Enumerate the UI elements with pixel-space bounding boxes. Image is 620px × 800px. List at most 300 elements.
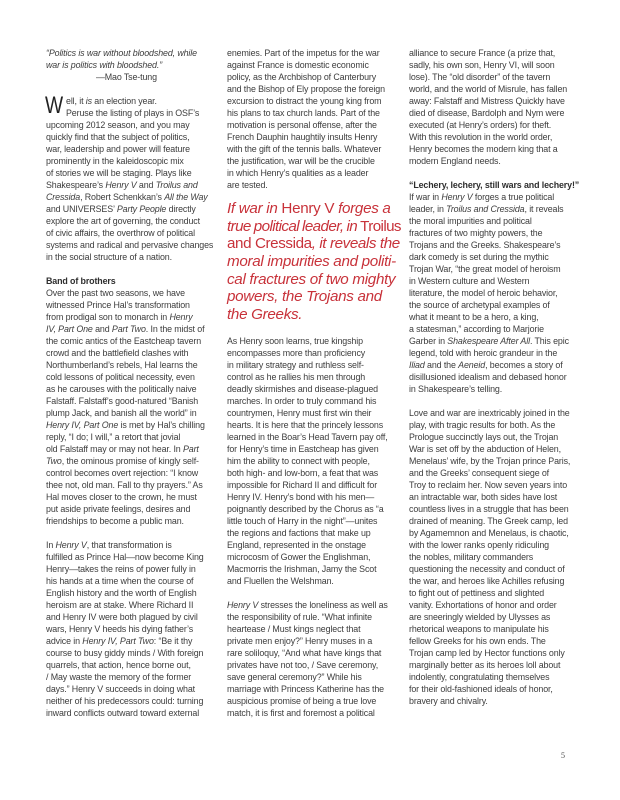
text-run: to fight out of pettiness and slighted bbox=[409, 588, 545, 598]
text-run: Trojans and the Greeks. Shakespeare’s bbox=[409, 240, 561, 250]
text-line bbox=[409, 431, 558, 443]
text-line bbox=[409, 83, 567, 95]
text-line bbox=[46, 347, 188, 359]
text-run: Troilus and Cressida bbox=[446, 204, 525, 214]
text-line bbox=[227, 683, 384, 695]
text-run: Henry IV, Part Two bbox=[82, 636, 154, 646]
text-run: poignantly described by the Chorus as “a bbox=[227, 504, 384, 514]
text-line bbox=[46, 167, 192, 179]
text-run: old Falstaff may or may not hear. In bbox=[46, 444, 183, 454]
text-line bbox=[46, 371, 195, 383]
text-run: in which Henry’s qualities as a leader bbox=[227, 168, 369, 178]
text-line bbox=[46, 683, 195, 695]
text-run: bravery and chivalry. bbox=[409, 696, 488, 706]
text-line bbox=[227, 119, 377, 131]
text-run: by Agamemnon and Menelaus, is chaotic, bbox=[409, 528, 569, 538]
text-run: Troy to reclaim her. Now seven years into bbox=[409, 480, 568, 490]
text-run: in Western culture and Western bbox=[409, 276, 530, 286]
text-run: auspicious promise of being a true love bbox=[227, 696, 377, 706]
text-run: world, and the world of Misrule, has fallen bbox=[409, 84, 568, 94]
text-line bbox=[46, 419, 205, 431]
text-line bbox=[227, 131, 377, 143]
text-line bbox=[409, 479, 567, 491]
text-line bbox=[227, 371, 365, 383]
text-line bbox=[46, 467, 198, 479]
text-run: are tested. bbox=[227, 180, 268, 190]
text-run: and the Bishop of Ely propose the foreign bbox=[227, 84, 385, 94]
text-run: Part Two bbox=[111, 324, 146, 334]
text-line bbox=[227, 479, 377, 491]
text-run: drained of meaning. The Greek camp, led bbox=[409, 516, 568, 526]
text-run: “Lechery, lechery, still wars and lechery!” bbox=[409, 180, 580, 190]
text-line bbox=[46, 227, 195, 239]
text-line bbox=[46, 311, 193, 323]
text-run: marches. In order to truly command his bbox=[227, 396, 377, 406]
text-run: explore the art of governing, the conduct bbox=[46, 216, 200, 226]
text-run: the moral impurities and political bbox=[409, 216, 532, 226]
text-line bbox=[409, 539, 549, 551]
text-run: control as he rallies his men through bbox=[227, 372, 366, 382]
text-line bbox=[46, 287, 185, 299]
text-run: and bbox=[136, 180, 156, 190]
text-run: Henry V bbox=[55, 540, 87, 550]
text-line bbox=[227, 218, 401, 236]
text-run: friendships to become a public man. bbox=[46, 516, 184, 526]
text-run: . This epic bbox=[529, 336, 569, 346]
text-line bbox=[227, 306, 302, 324]
text-line bbox=[227, 167, 368, 179]
text-run: encompasses more than proficiency bbox=[227, 348, 366, 358]
text-run: Henry V bbox=[227, 600, 259, 610]
text-run: both high- and low-born, a feat that was bbox=[227, 468, 379, 478]
text-run: privates have not too, / Save ceremony, bbox=[227, 660, 379, 670]
text-run: War is set off by the abduction of Helen, bbox=[409, 444, 561, 454]
text-run: true political leader, in bbox=[227, 217, 361, 235]
text-line bbox=[227, 659, 378, 671]
text-run: leader, in bbox=[409, 204, 447, 214]
text-line bbox=[227, 235, 400, 253]
text-run: quarrels, that action, hence borne out, bbox=[46, 660, 191, 670]
text-run: English history and the worth of English bbox=[46, 588, 197, 598]
text-line bbox=[46, 335, 201, 347]
text-run: with the lower ranks openly ridiculing bbox=[409, 540, 549, 550]
text-run: quickly find that the subject of politics, bbox=[46, 132, 190, 142]
text-run: —Mao Tse-tung bbox=[96, 72, 157, 82]
text-line bbox=[227, 551, 370, 563]
text-run: for their old-fashioned ideals of honor, bbox=[409, 684, 553, 694]
text-run: thee not, old man. Fall to thy prayers.” As bbox=[46, 480, 203, 490]
text-run: and bbox=[92, 324, 112, 334]
text-run: marriage with Princess Katherine has the bbox=[227, 684, 384, 694]
text-line bbox=[46, 203, 196, 215]
text-line bbox=[46, 119, 190, 131]
text-run: Shakespeare’s bbox=[46, 180, 106, 190]
text-run: save general ceremony?” While his bbox=[227, 672, 362, 682]
text-run: heartease / Must kings neglect that bbox=[227, 624, 361, 634]
text-run: Macmorris the Irishman, Jamy the Scot bbox=[227, 564, 377, 574]
page-number: 5 bbox=[561, 751, 565, 760]
text-run: and the Greeks’ consequent siege of bbox=[409, 468, 550, 478]
text-line bbox=[46, 671, 191, 683]
text-run: Love and war are inextricably joined in the bbox=[409, 408, 570, 418]
text-run: his plans to tax church lands. Part of the bbox=[227, 108, 380, 118]
text-line bbox=[227, 575, 334, 587]
text-line bbox=[227, 671, 362, 683]
text-run: Prologue succinctly lays out, the Trojan bbox=[409, 432, 559, 442]
text-run: the responsibility of rule. “What infinite bbox=[227, 612, 372, 622]
text-run: plump Jack, and banish all the world” in bbox=[46, 408, 197, 418]
text-run: Troilus and bbox=[155, 180, 198, 190]
text-run: war is politics with bloodshed.” bbox=[46, 60, 163, 70]
text-run: days.” Henry V succeeds in doing what bbox=[46, 684, 195, 694]
text-run: the source of archetypal examples of bbox=[409, 300, 550, 310]
text-line bbox=[227, 143, 381, 155]
text-run: put aside private feelings, desires and bbox=[46, 504, 191, 514]
text-run: inward conflicts outward toward external bbox=[46, 708, 200, 718]
text-run: Trojan camp led by Hector functions only bbox=[409, 648, 565, 658]
text-run: England, represented in the onstage bbox=[227, 540, 366, 550]
text-run: motivation is personal offense, after the bbox=[227, 120, 377, 130]
text-run: and the bbox=[424, 360, 459, 370]
text-run: died of disease, Bardolph and Nym were bbox=[409, 108, 565, 118]
text-line bbox=[409, 407, 570, 419]
text-run: and UNIVERSES’ bbox=[46, 204, 117, 214]
text-run: fulfilled as Prince Hal—now become King bbox=[46, 552, 204, 562]
text-line bbox=[409, 695, 488, 707]
text-line bbox=[46, 659, 191, 671]
text-line bbox=[227, 383, 378, 395]
text-run: match, it is first and foremost a political bbox=[227, 708, 375, 718]
text-line bbox=[409, 299, 550, 311]
text-run: Henry V bbox=[105, 180, 137, 190]
text-line bbox=[409, 443, 561, 455]
text-run: of civic affairs, the overthrow of political bbox=[46, 228, 195, 238]
text-line bbox=[46, 275, 116, 287]
text-run: Henry IV, Part One bbox=[46, 420, 119, 430]
text-run: questioning the necessity and conduct of bbox=[409, 564, 565, 574]
text-line bbox=[46, 59, 162, 71]
text-run: enemies. Part of the impetus for the war bbox=[227, 48, 380, 58]
text-line bbox=[46, 515, 184, 527]
text-line bbox=[409, 575, 564, 587]
text-run: directly bbox=[166, 204, 196, 214]
text-run: Henry bbox=[169, 312, 193, 322]
pull-quote bbox=[227, 200, 405, 324]
text-run: rhetorical weapons to manipulate his bbox=[409, 624, 549, 634]
text-run: legend, told with heroic grandeur in the bbox=[409, 348, 558, 358]
text-line bbox=[409, 599, 557, 611]
text-line bbox=[409, 107, 564, 119]
text-run: and Fluellen the Welshman. bbox=[227, 576, 334, 586]
text-line bbox=[46, 563, 196, 575]
text-line bbox=[409, 227, 542, 239]
text-line bbox=[409, 587, 544, 599]
text-line bbox=[46, 647, 203, 659]
text-line bbox=[409, 71, 550, 83]
body-text bbox=[46, 47, 224, 719]
text-run: Falstaff. Falstaff’s good-natured “Banish bbox=[46, 396, 199, 406]
text-run: IV, Part One bbox=[46, 324, 93, 334]
text-line bbox=[46, 635, 192, 647]
text-run: / May waste the memory of the former bbox=[46, 672, 192, 682]
text-run: Northumberland’s rebels, Hal learns the bbox=[46, 360, 198, 370]
text-line bbox=[409, 311, 539, 323]
text-line bbox=[46, 443, 199, 455]
text-run: modern England needs. bbox=[409, 156, 501, 166]
text-line bbox=[46, 155, 184, 167]
text-run: with the gift of the tennis balls. Whatever bbox=[227, 144, 382, 154]
text-run: fellow Greeks for his own ends. The bbox=[409, 636, 546, 646]
text-run: in the social structure of a nation. bbox=[46, 252, 172, 262]
text-line bbox=[46, 407, 197, 419]
text-run: Hal moves closer to the crown, he must bbox=[46, 492, 197, 502]
text-run: rare soliloquy, “And what have kings that bbox=[227, 648, 382, 658]
text-line bbox=[227, 539, 366, 551]
text-line bbox=[409, 671, 549, 683]
text-line bbox=[46, 191, 208, 203]
text-line bbox=[409, 179, 579, 191]
text-run: the justification, war will be the crucible bbox=[227, 156, 375, 166]
text-line bbox=[409, 47, 555, 59]
text-run: reply, “I do; I will,” a retort that jovial bbox=[46, 432, 181, 442]
text-run: lose). The “old disorder” of the tavern bbox=[409, 72, 551, 82]
text-line bbox=[227, 611, 372, 623]
text-run: disillusioned idealism and debased honor bbox=[409, 372, 567, 382]
text-run: , becomes a story of bbox=[485, 360, 563, 370]
text-line bbox=[227, 107, 380, 119]
text-run: , that transformation is bbox=[86, 540, 172, 550]
text-run: If war in bbox=[409, 192, 442, 202]
text-line bbox=[409, 527, 569, 539]
text-run: Henry V bbox=[441, 192, 473, 202]
text-run: Cressida bbox=[46, 192, 81, 202]
text-line bbox=[409, 95, 565, 107]
text-run: sadly, his own son, Henry VI, will soon bbox=[409, 60, 555, 70]
text-run: Henry V bbox=[281, 200, 339, 217]
text-line bbox=[409, 515, 568, 527]
text-line bbox=[227, 599, 388, 611]
text-run: wars, Henry V heeds his dying father’s bbox=[46, 624, 194, 634]
text-line bbox=[409, 383, 502, 395]
text-run: Henry becomes the modern king that a bbox=[409, 144, 558, 154]
text-line bbox=[227, 695, 376, 707]
text-run: control becomes overt rejection: “I know bbox=[46, 468, 199, 478]
text-line bbox=[227, 179, 268, 191]
text-line bbox=[46, 623, 193, 635]
text-run: Band of brothers bbox=[46, 276, 116, 286]
text-line bbox=[46, 131, 189, 143]
text-line bbox=[409, 419, 555, 431]
text-line bbox=[227, 395, 376, 407]
text-line bbox=[227, 47, 380, 59]
text-run: is met by Hal’s chilling bbox=[118, 420, 205, 430]
text-run: dark comedy is set during the mythic bbox=[409, 252, 549, 262]
text-line bbox=[227, 335, 363, 347]
text-line bbox=[409, 263, 561, 275]
text-run: countrymen, Henry must first win their bbox=[227, 408, 372, 418]
text-run: stresses the loneliness as well as bbox=[258, 600, 388, 610]
text-run: for Henry’s time in Eastcheap has given bbox=[227, 444, 379, 454]
text-run: vanity. Exhortations of honor and order bbox=[409, 600, 557, 610]
text-line bbox=[409, 191, 554, 203]
text-run: an election year. bbox=[91, 96, 157, 106]
text-line bbox=[227, 407, 371, 419]
text-run: With this revolution in the world order, bbox=[409, 132, 553, 142]
text-run: play, with tragic results for both. As the bbox=[409, 420, 556, 430]
text-line bbox=[46, 215, 200, 227]
text-line bbox=[46, 395, 198, 407]
text-line bbox=[46, 299, 190, 311]
text-run: advice in bbox=[46, 636, 83, 646]
text-run: Peruse the listing of plays in OSF’s bbox=[66, 108, 200, 118]
text-line bbox=[227, 200, 391, 218]
text-run: an intractable war, both sides have lost bbox=[409, 492, 558, 502]
text-line bbox=[46, 539, 172, 551]
text-line bbox=[227, 563, 376, 575]
text-line bbox=[46, 551, 204, 563]
text-line bbox=[409, 647, 565, 659]
text-run: heroism are at stake. Where Richard II bbox=[46, 600, 194, 610]
text-line bbox=[46, 479, 203, 491]
text-run: executed (at Henry’s orders) for theft. bbox=[409, 120, 552, 130]
text-line bbox=[409, 215, 532, 227]
text-run: All the Way bbox=[164, 192, 208, 202]
text-line bbox=[227, 647, 381, 659]
text-run: are sneeringly wielded by Ulysses as bbox=[409, 612, 551, 622]
text-run: ell, it bbox=[66, 96, 86, 106]
text-line bbox=[409, 467, 549, 479]
text-line bbox=[46, 491, 197, 503]
text-run: cal fractures of two mighty bbox=[227, 270, 396, 288]
text-line bbox=[409, 131, 552, 143]
text-run: against France is domestic economic bbox=[227, 60, 369, 70]
text-run: systems and radical and pervasive changes bbox=[46, 240, 214, 250]
text-run: Trojan War, “the great model of heroism bbox=[409, 264, 561, 274]
text-run: a statesman,” according to Marjorie bbox=[409, 324, 544, 334]
text-run: In bbox=[46, 540, 56, 550]
text-line bbox=[409, 611, 550, 623]
text-line bbox=[46, 179, 198, 191]
text-run: moral impurities and politi- bbox=[227, 253, 396, 271]
text-line bbox=[227, 431, 388, 443]
text-run: impossible for Richard II and difficult for bbox=[227, 480, 378, 490]
text-run: witnessed Prince Hal’s transformation bbox=[46, 300, 190, 310]
text-run: , it reveals the bbox=[311, 235, 400, 253]
text-line bbox=[227, 527, 371, 539]
text-line bbox=[409, 635, 546, 647]
text-run: private men enjoy?” Henry muses in a bbox=[227, 636, 373, 646]
text-run: Garber in bbox=[409, 336, 448, 346]
text-run: upcoming 2012 season, and you may bbox=[46, 120, 190, 130]
text-run: forges a true political bbox=[472, 192, 555, 202]
text-run: in Shakespeare’s telling. bbox=[409, 384, 503, 394]
text-run: Part bbox=[182, 444, 199, 454]
text-run: war, leadership and power will feature bbox=[46, 144, 190, 154]
text-line bbox=[409, 347, 557, 359]
text-line bbox=[227, 155, 375, 167]
text-line bbox=[46, 455, 199, 467]
text-line bbox=[46, 503, 190, 515]
text-line bbox=[409, 491, 557, 503]
text-run: the nobles, military commanders bbox=[409, 552, 534, 562]
text-run: learned in the Boar’s Head Tavern pay off, bbox=[227, 432, 388, 442]
text-run: deadly skirmishes and disease-plagued bbox=[227, 384, 378, 394]
text-line bbox=[46, 107, 199, 119]
text-run: Shakespeare After All bbox=[447, 336, 530, 346]
text-run: him the ability to connect with people, bbox=[227, 456, 370, 466]
text-line bbox=[227, 515, 377, 527]
text-line bbox=[227, 271, 395, 289]
text-run: Over the past two seasons, we have bbox=[46, 288, 185, 298]
text-run: and Henry IV were both plagued by civil bbox=[46, 612, 198, 622]
text-line bbox=[227, 359, 364, 371]
text-line bbox=[227, 467, 378, 479]
text-run: : “Be it thy bbox=[153, 636, 193, 646]
text-run: the regions and factions that make up bbox=[227, 528, 371, 538]
text-line bbox=[227, 253, 396, 271]
body-text bbox=[227, 335, 405, 719]
text-line bbox=[46, 695, 203, 707]
text-run: Iliad bbox=[409, 360, 425, 370]
text-line bbox=[409, 659, 560, 671]
text-run: neither of his predecessors could: turning bbox=[46, 696, 204, 706]
text-line bbox=[227, 503, 384, 515]
text-run: Party People bbox=[116, 204, 167, 214]
text-line bbox=[227, 443, 379, 455]
text-line bbox=[227, 288, 382, 306]
text-line bbox=[409, 287, 558, 299]
text-run: alliance to secure France (a prize that, bbox=[409, 48, 556, 58]
text-line bbox=[409, 203, 564, 215]
text-run: what it meant to be a hero, a king, bbox=[409, 312, 539, 322]
text-line bbox=[409, 563, 565, 575]
text-run: forges a bbox=[338, 200, 391, 217]
text-line bbox=[46, 251, 172, 263]
text-run: “Politics is war without bloodshed, while bbox=[46, 48, 197, 58]
text-run: from prodigal son to monarch in bbox=[46, 312, 170, 322]
text-line bbox=[227, 419, 383, 431]
text-run: Menelaus’ wife, by the Trojan prince Paris, bbox=[409, 456, 571, 466]
text-line bbox=[227, 635, 372, 647]
text-run: is bbox=[85, 96, 92, 106]
text-line bbox=[409, 251, 549, 263]
text-line bbox=[227, 623, 360, 635]
text-line bbox=[46, 575, 193, 587]
text-line bbox=[409, 323, 544, 335]
text-line bbox=[46, 71, 157, 83]
text-line bbox=[46, 383, 196, 395]
text-line bbox=[409, 155, 501, 167]
text-line bbox=[409, 503, 569, 515]
text-run: as he carouses with the politically naive bbox=[46, 384, 197, 394]
text-run: his hands at a time when the course of bbox=[46, 576, 194, 586]
text-run: excursion to distract the young king from bbox=[227, 96, 382, 106]
text-line bbox=[227, 95, 381, 107]
text-line bbox=[227, 83, 385, 95]
text-run: powers, the Trojans and bbox=[227, 288, 382, 306]
text-line bbox=[46, 431, 180, 443]
text-line bbox=[227, 347, 365, 359]
text-run: , Robert Schenkkan’s bbox=[80, 192, 165, 202]
body-text bbox=[409, 47, 587, 707]
text-run: countless lives in a struggle that has been bbox=[409, 504, 569, 514]
text-line bbox=[46, 599, 193, 611]
text-line bbox=[409, 239, 560, 251]
text-run: of stories we will be staging. Plays like bbox=[46, 168, 192, 178]
text-run: the war, and heroes like Achilles refusing bbox=[409, 576, 565, 586]
text-line bbox=[409, 551, 533, 563]
text-line bbox=[46, 587, 197, 599]
